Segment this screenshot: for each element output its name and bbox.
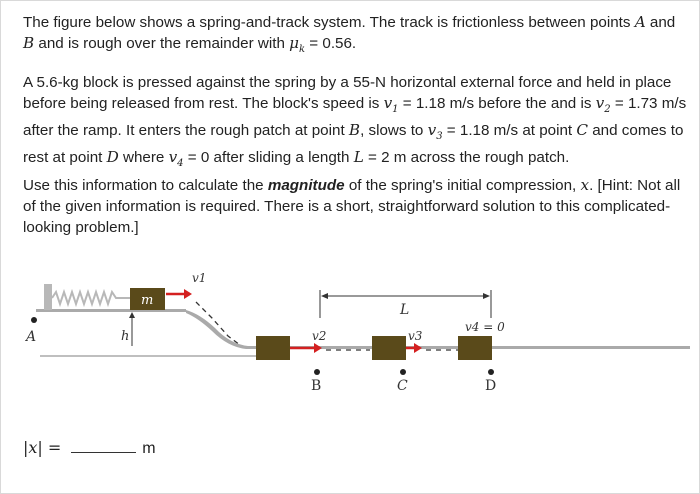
label-v2: v2	[312, 329, 327, 343]
label-v3: v3	[408, 329, 423, 343]
label-m: m	[141, 293, 154, 308]
answer-label: |x| =	[23, 438, 62, 457]
answer-input[interactable]	[71, 438, 136, 453]
label-d: D	[485, 378, 497, 394]
label-c: C	[397, 378, 408, 394]
arrow-v1-head	[184, 289, 192, 299]
spring	[52, 292, 130, 304]
arrow-v3-head	[414, 343, 422, 353]
label-a: A	[26, 329, 37, 345]
spring-track-figure	[0, 268, 700, 408]
given-data-paragraph: A 5.6-kg block is pressed against the spring by a 55-N horizontal external force and held in place before being released from rest. The block's speed is $v_1 = 1.18$ m/s before the and is $v_2 = 1.73$ m/s after the ramp. It enters the rough patch at point B, slows to $v_3 = 1.18$ m/s at point C and comes to rest at point D where $v_4 = 0$ after sliding a length L = 2 m across the rough patch.	[23, 74, 687, 170]
trajectory-ramp	[196, 302, 244, 348]
emphasis-magnitude: magnitude	[267, 177, 345, 194]
dim-arrow-left	[321, 293, 328, 299]
intro-paragraph: The figure below shows a spring-and-track system. The track is frictionless between points A and B and is rough over the remainder with $\mu_k = 0.56$.	[23, 13, 676, 56]
block-c	[372, 336, 406, 360]
label-v1: v1	[192, 271, 207, 285]
answer-row	[23, 438, 156, 458]
label-h: h	[121, 329, 130, 344]
spring-wall	[44, 284, 52, 310]
label-b: B	[311, 378, 322, 394]
point-d	[488, 369, 494, 375]
label-v4: v4 = 0	[465, 320, 505, 334]
point-b	[314, 369, 320, 375]
dim-arrow-right	[483, 293, 490, 299]
point-c	[400, 369, 406, 375]
label-l: L	[400, 302, 410, 318]
answer-unit: m	[142, 440, 156, 457]
block-d	[458, 336, 492, 360]
question-paragraph: Use this information to calculate the magnitude of the spring's initial compression, x. [Hint: Not all of the given information is required. There is a short, straightforward solution to this complicated-looking problem.]	[23, 176, 681, 236]
block-b	[256, 336, 290, 360]
arrow-v2-head	[314, 343, 322, 353]
point-a	[31, 317, 37, 323]
height-arrow-head	[129, 312, 135, 318]
